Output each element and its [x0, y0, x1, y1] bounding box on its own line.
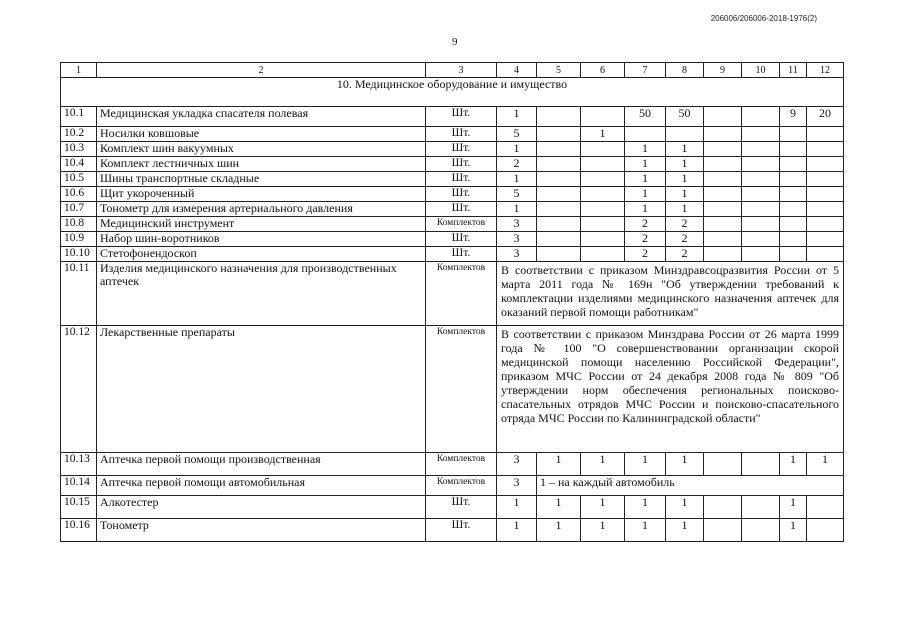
qty-col6: [581, 217, 625, 232]
qty-col6: 1: [581, 127, 625, 142]
qty-col12: [807, 127, 844, 142]
qty-col9: [704, 453, 742, 476]
item-name: Набор шин-воротников: [97, 232, 426, 247]
item-name: Шины транспортные складные: [97, 172, 426, 187]
qty-col7: 1: [625, 142, 666, 157]
row-number: 10.15: [61, 496, 97, 519]
table-row: [61, 107, 844, 127]
qty-col6: [581, 172, 625, 187]
qty-col8: 1: [666, 172, 704, 187]
table-row: [61, 326, 844, 453]
unit-cell: Шт.: [426, 107, 497, 127]
unit-cell: Шт.: [426, 127, 497, 142]
row-number: 10.7: [61, 202, 97, 217]
qty-col12: 1: [807, 453, 844, 476]
equipment-table: [60, 62, 844, 542]
qty-col12: [807, 172, 844, 187]
qty-col11: [780, 187, 807, 202]
qty-col8: 1: [666, 157, 704, 172]
qty-col8: 1: [666, 187, 704, 202]
qty-col12: [807, 157, 844, 172]
qty-col9: [704, 217, 742, 232]
qty-col4: 1: [497, 202, 537, 217]
qty-col7: 1: [625, 157, 666, 172]
row-number: 10.14: [61, 476, 97, 496]
qty-col11: [780, 157, 807, 172]
row-number: 10.1: [61, 107, 97, 127]
qty-col10: [742, 127, 780, 142]
qty-col4: 5: [497, 187, 537, 202]
row-number: 10.5: [61, 172, 97, 187]
qty-col5: 1: [537, 496, 581, 519]
qty-col5: [537, 232, 581, 247]
table-row: [61, 453, 844, 476]
qty-col12: [807, 232, 844, 247]
unit-cell: Комплектов: [426, 326, 497, 453]
row-number: 10.10: [61, 247, 97, 262]
qty-col12: [807, 187, 844, 202]
qty-col4: 3: [497, 247, 537, 262]
table-row: [61, 217, 844, 232]
qty-col7: 1: [625, 453, 666, 476]
qty-col6: [581, 202, 625, 217]
qty-col12: 20: [807, 107, 844, 127]
column-number: 4: [497, 63, 537, 78]
item-name: Алкотестер: [97, 496, 426, 519]
qty-col8: 2: [666, 217, 704, 232]
item-name: Щит укороченный: [97, 187, 426, 202]
regulation-note: В соответствии с приказом Минздравсоцразвития России от 5 марта 2011 года № 169н "Об утверждении требований к комплектации изделиями медицинского назначения аптечек для оказаний первой помощи работникам": [497, 262, 844, 326]
qty-col11: 9: [780, 107, 807, 127]
qty-col6: [581, 107, 625, 127]
qty-col4: 1: [497, 172, 537, 187]
qty-col7: 2: [625, 247, 666, 262]
qty-col11: [780, 217, 807, 232]
column-number: 9: [704, 63, 742, 78]
qty-col11: [780, 202, 807, 217]
unit-cell: Шт.: [426, 172, 497, 187]
qty-col7: 1: [625, 202, 666, 217]
qty-col6: [581, 187, 625, 202]
column-number: 7: [625, 63, 666, 78]
qty-col8: 1: [666, 496, 704, 519]
qty-col7: 2: [625, 217, 666, 232]
row-number: 10.6: [61, 187, 97, 202]
qty-col6: [581, 232, 625, 247]
qty-col10: [742, 453, 780, 476]
column-number: 6: [581, 63, 625, 78]
qty-col5: [537, 107, 581, 127]
item-name: Аптечка первой помощи производственная: [97, 453, 426, 476]
qty-col7: 2: [625, 232, 666, 247]
qty-col4: 3: [497, 453, 537, 476]
qty-col5: [537, 187, 581, 202]
row-number: 10.9: [61, 232, 97, 247]
qty-col12: [807, 217, 844, 232]
qty-col9: [704, 172, 742, 187]
qty-col9: [704, 202, 742, 217]
qty-col8: 2: [666, 247, 704, 262]
column-number: 5: [537, 63, 581, 78]
page-number: 9: [452, 36, 458, 48]
qty-col6: [581, 247, 625, 262]
item-name: Аптечка первой помощи автомобильная: [97, 476, 426, 496]
qty-col10: [742, 202, 780, 217]
item-name: Комплект лестничных шин: [97, 157, 426, 172]
qty-col7: 1: [625, 172, 666, 187]
qty-col9: [704, 127, 742, 142]
qty-col8: 1: [666, 202, 704, 217]
qty-col8: 2: [666, 232, 704, 247]
row-number: 10.11: [61, 262, 97, 326]
qty-col8: 1: [666, 519, 704, 542]
qty-col11: [780, 127, 807, 142]
qty-col7: [625, 127, 666, 142]
qty-col8: 1: [666, 453, 704, 476]
qty-col5: [537, 202, 581, 217]
document-id: 206006/206006-2018-1976(2): [710, 14, 817, 23]
qty-col10: [742, 142, 780, 157]
qty-col6: [581, 157, 625, 172]
qty-col4: 1: [497, 142, 537, 157]
column-number: 11: [780, 63, 807, 78]
qty-col9: [704, 496, 742, 519]
qty-col9: [704, 247, 742, 262]
unit-cell: Комплектов: [426, 453, 497, 476]
per-vehicle-note: 1 – на каждый автомобиль: [537, 476, 844, 496]
qty-col5: [537, 172, 581, 187]
qty-col5: 1: [537, 519, 581, 542]
qty-col11: 1: [780, 453, 807, 476]
qty-col12: [807, 202, 844, 217]
item-name: Медицинская укладка спасателя полевая: [97, 107, 426, 127]
column-number: 8: [666, 63, 704, 78]
qty-col8: [666, 127, 704, 142]
qty-col12: [807, 142, 844, 157]
table-row: [61, 127, 844, 142]
column-number: 12: [807, 63, 844, 78]
table-row: [61, 247, 844, 262]
unit-cell: Шт.: [426, 157, 497, 172]
row-number: 10.13: [61, 453, 97, 476]
qty-col10: [742, 496, 780, 519]
qty-col7: 1: [625, 519, 666, 542]
qty-col11: 1: [780, 519, 807, 542]
item-name: Изделия медицинского назначения для производственных аптечек: [97, 262, 426, 326]
qty-col11: [780, 232, 807, 247]
qty-col4: 1: [497, 496, 537, 519]
qty-col5: [537, 247, 581, 262]
qty-col9: [704, 519, 742, 542]
item-name: Комплект шин вакуумных: [97, 142, 426, 157]
unit-cell: Шт.: [426, 142, 497, 157]
row-number: 10.12: [61, 326, 97, 453]
item-name: Тонометр: [97, 519, 426, 542]
qty-col9: [704, 187, 742, 202]
qty-col7: 1: [625, 187, 666, 202]
qty-col9: [704, 232, 742, 247]
section-title-row: [61, 78, 844, 107]
table-row: [61, 202, 844, 217]
qty-col10: [742, 172, 780, 187]
qty-col6: 1: [581, 519, 625, 542]
qty-col5: [537, 127, 581, 142]
qty-col6: 1: [581, 496, 625, 519]
item-name: Медицинский инструмент: [97, 217, 426, 232]
table-row: [61, 262, 844, 326]
table-row: [61, 476, 844, 496]
table-row: [61, 496, 844, 519]
table-row: [61, 157, 844, 172]
regulation-note: В соответствии с приказом Минздрава России от 26 марта 1999 года № 100 "О совершенствовании организации скорой медицинской помощи населению Российской Федерации", приказом МЧС России от 24 декабря 2008 года № 809 "Об утверждении норм обеспечения региональных поисково-спасательных отрядов МЧС России и поисково-спасательного отряда МЧС России по Калининградской области": [497, 326, 844, 453]
column-number-row: [61, 63, 844, 78]
qty-col10: [742, 217, 780, 232]
qty-col10: [742, 107, 780, 127]
column-number: 3: [426, 63, 497, 78]
qty-col9: [704, 142, 742, 157]
unit-cell: Шт.: [426, 496, 497, 519]
qty-col4: 3: [497, 217, 537, 232]
qty-col10: [742, 519, 780, 542]
qty-col11: [780, 172, 807, 187]
qty-col6: [581, 142, 625, 157]
qty-col10: [742, 232, 780, 247]
table-row: [61, 142, 844, 157]
item-name: Тонометр для измерения артериального давления: [97, 202, 426, 217]
row-number: 10.4: [61, 157, 97, 172]
item-name: Стетофонендоскоп: [97, 247, 426, 262]
qty-col12: [807, 247, 844, 262]
item-name: Носилки ковшовые: [97, 127, 426, 142]
row-number: 10.16: [61, 519, 97, 542]
row-number: 10.8: [61, 217, 97, 232]
table-row: [61, 187, 844, 202]
unit-cell: Комплектов: [426, 476, 497, 496]
qty-col4: 1: [497, 107, 537, 127]
section-title: 10. Медицинское оборудование и имущество: [61, 78, 844, 107]
qty-col9: [704, 157, 742, 172]
qty-col11: [780, 247, 807, 262]
table-row: [61, 519, 844, 542]
qty-col7: 50: [625, 107, 666, 127]
qty-col12: [807, 519, 844, 542]
unit-cell: Комплектов: [426, 217, 497, 232]
qty-col4: 3: [497, 232, 537, 247]
column-number: 1: [61, 63, 97, 78]
column-number: 10: [742, 63, 780, 78]
column-number: 2: [97, 63, 426, 78]
qty-col11: 1: [780, 496, 807, 519]
qty-col5: [537, 142, 581, 157]
unit-cell: Шт.: [426, 202, 497, 217]
row-number: 10.2: [61, 127, 97, 142]
qty-col7: 1: [625, 496, 666, 519]
qty-col8: 50: [666, 107, 704, 127]
qty-col6: 1: [581, 453, 625, 476]
unit-cell: Шт.: [426, 247, 497, 262]
item-name: Лекарственные препараты: [97, 326, 426, 453]
qty-col10: [742, 247, 780, 262]
unit-cell: Шт.: [426, 232, 497, 247]
row-number: 10.3: [61, 142, 97, 157]
qty-col5: [537, 217, 581, 232]
qty-col4: 5: [497, 127, 537, 142]
qty-col4: 1: [497, 519, 537, 542]
unit-cell: Шт.: [426, 187, 497, 202]
table-row: [61, 232, 844, 247]
qty-col11: [780, 142, 807, 157]
qty-col10: [742, 187, 780, 202]
qty-col12: [807, 496, 844, 519]
qty-col8: 1: [666, 142, 704, 157]
qty-col4: 3: [497, 476, 537, 496]
qty-col10: [742, 157, 780, 172]
table-row: [61, 172, 844, 187]
qty-col5: [537, 157, 581, 172]
qty-col4: 2: [497, 157, 537, 172]
unit-cell: Шт.: [426, 519, 497, 542]
qty-col5: 1: [537, 453, 581, 476]
unit-cell: Комплектов: [426, 262, 497, 326]
qty-col9: [704, 107, 742, 127]
